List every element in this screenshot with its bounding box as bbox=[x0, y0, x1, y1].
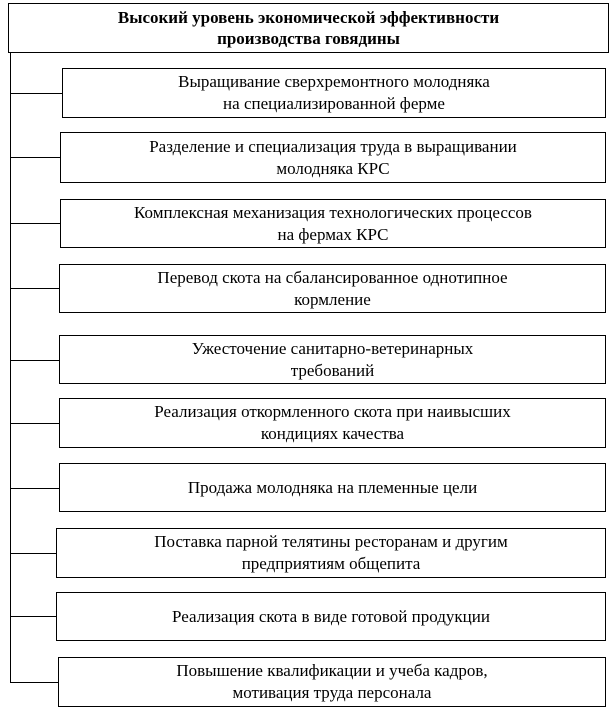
diagram-header: Высокий уровень экономической эффективности производства говядины bbox=[8, 3, 609, 53]
factor-item: Повышение квалификации и учеба кадров, мотивация труда персонала bbox=[58, 657, 606, 707]
factor-item: Реализация откормленного скота при наивысших кондициях качества bbox=[59, 398, 606, 448]
factor-item: Продажа молодняка на племенные цели bbox=[59, 463, 606, 512]
connector-line bbox=[10, 288, 59, 289]
factor-item: Выращивание сверхремонтного молодняка на специализированной ферме bbox=[62, 68, 606, 118]
connector-line bbox=[10, 616, 56, 617]
factor-item: Реализация скота в виде готовой продукции bbox=[56, 592, 606, 641]
connector-line bbox=[10, 223, 60, 224]
connector-line bbox=[10, 553, 56, 554]
factor-item: Ужесточение санитарно-ветеринарных требований bbox=[59, 335, 606, 384]
connector-spine bbox=[10, 53, 11, 682]
factor-item: Комплексная механизация технологических процессов на фермах КРС bbox=[60, 199, 606, 248]
connector-line bbox=[10, 360, 59, 361]
factor-item: Поставка парной телятины ресторанам и другим предприятиям общепита bbox=[56, 528, 606, 578]
connector-line bbox=[10, 488, 59, 489]
connector-line bbox=[10, 93, 62, 94]
connector-line bbox=[10, 423, 59, 424]
factor-item: Перевод скота на сбалансированное однотипное кормление bbox=[59, 264, 606, 313]
factor-item: Разделение и специализация труда в выращивании молодняка КРС bbox=[60, 132, 606, 183]
connector-line bbox=[10, 682, 58, 683]
connector-line bbox=[10, 157, 60, 158]
